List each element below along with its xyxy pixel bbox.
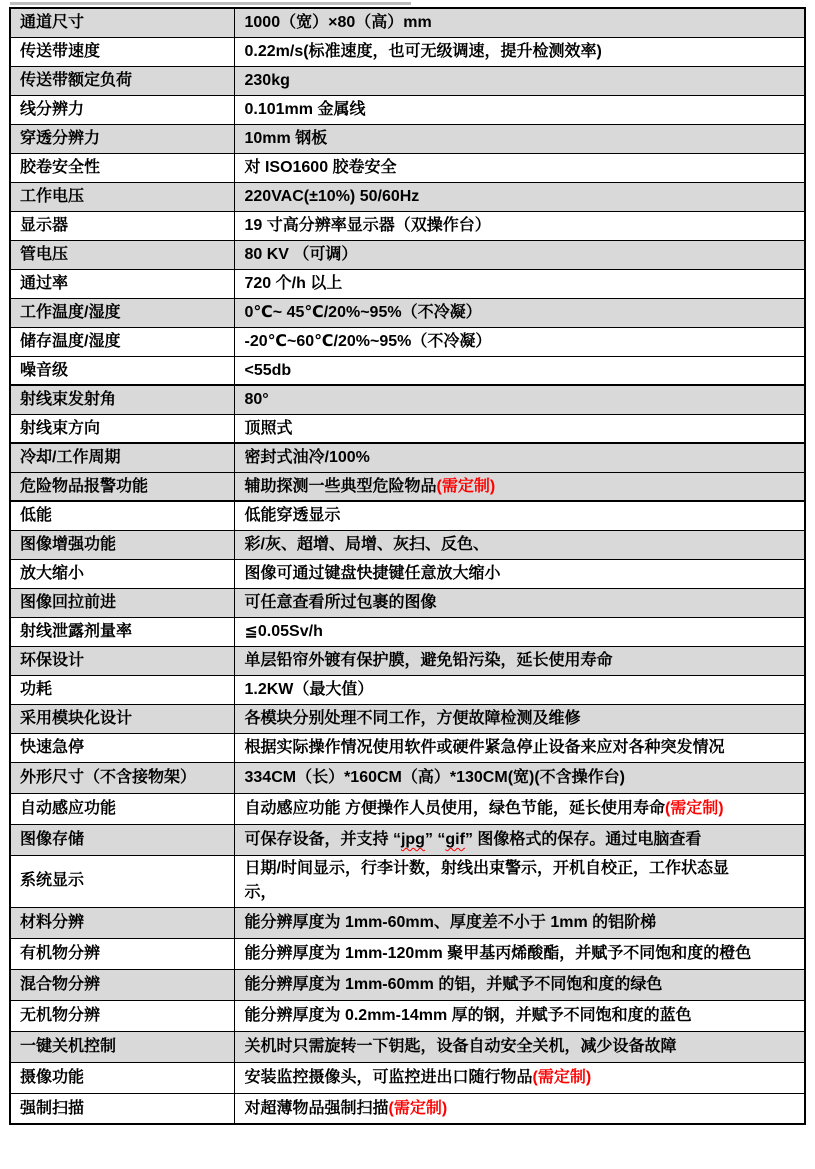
table-row <box>10 559 805 588</box>
spec-value-cell <box>234 855 805 907</box>
spec-value-cell <box>234 793 805 824</box>
table-row <box>10 472 805 501</box>
spec-label-cell: 快速急停 <box>10 733 234 762</box>
spec-value-text: 辅助探测一些典型危险物品 <box>244 477 437 495</box>
spec-label-cell: 传送带速度 <box>10 37 234 66</box>
spec-value-cell <box>234 938 805 969</box>
spec-label-cell: 储存温度/湿度 <box>10 327 234 356</box>
table-row <box>10 182 805 211</box>
spec-value-text: 图像可通过键盘快捷键任意放大缩小 <box>244 565 501 582</box>
spec-value-cell <box>234 1093 805 1124</box>
top-edge-artifact-line <box>10 2 411 5</box>
spec-value-cell <box>234 298 805 327</box>
spec-label-cell: 放大缩小 <box>10 559 234 588</box>
spec-value-text: 自动感应功能 方便操作人员使用，绿色节能，延长使用寿命 <box>244 800 665 817</box>
spellcheck-flagged-text: jpg <box>400 831 425 848</box>
spec-value-text: 0℃~ 45℃/20%~95%（不冷凝） <box>244 304 482 321</box>
spec-value-cell <box>234 95 805 124</box>
spec-label-cell: 射线泄露剂量率 <box>10 617 234 646</box>
table-row <box>10 1000 805 1031</box>
spec-value-cell <box>234 1000 805 1031</box>
spec-label-cell: 环保设计 <box>10 646 234 675</box>
specification-table-body <box>10 8 805 1124</box>
spec-value-cell <box>234 969 805 1000</box>
spec-value-cell <box>234 37 805 66</box>
spec-value-cell <box>234 327 805 356</box>
spec-value-cell <box>234 153 805 182</box>
table-row <box>10 855 805 907</box>
table-row <box>10 240 805 269</box>
spec-label-cell: 低能 <box>10 501 234 530</box>
custom-required-note: (需定制) <box>436 477 496 495</box>
spec-value-cell <box>234 824 805 855</box>
spec-label-cell: 胶卷安全性 <box>10 153 234 182</box>
spec-value-text: 230kg <box>244 72 290 89</box>
spec-value-cell <box>234 588 805 617</box>
table-row <box>10 269 805 298</box>
spec-label-cell: 自动感应功能 <box>10 793 234 824</box>
spec-value-text: ≦0.05Sv/h <box>244 623 323 640</box>
spec-value-text: 各模块分别处理不同工作，方便故障检测及维修 <box>244 710 581 727</box>
spec-value-text: 顶照式 <box>244 419 293 437</box>
spec-label-cell: 噪音级 <box>10 356 234 385</box>
spec-value-cell <box>234 211 805 240</box>
spec-label-cell: 冷却/工作周期 <box>10 443 234 472</box>
table-row <box>10 646 805 675</box>
spec-value-text: 10mm 钢板 <box>244 130 328 147</box>
spec-value-text: 安装监控摄像头，可监控进出口随行物品 <box>244 1069 533 1086</box>
spec-value-cell <box>234 1031 805 1062</box>
spec-value-cell <box>234 414 805 443</box>
spec-value-text: 对超薄物品强制扫描 <box>244 1099 389 1117</box>
spec-label-cell: 线分辨力 <box>10 95 234 124</box>
spec-label-cell: 图像回拉前进 <box>10 588 234 617</box>
spec-value-cell <box>234 704 805 733</box>
table-row <box>10 153 805 182</box>
spec-value-text: 80° <box>244 391 269 409</box>
spec-label-cell: 图像增强功能 <box>10 530 234 559</box>
spec-label-cell: 射线束方向 <box>10 414 234 443</box>
spec-value-cell <box>234 356 805 385</box>
table-row <box>10 327 805 356</box>
spec-value-text: 彩/灰、超增、局增、灰扫、反色、 <box>244 536 489 553</box>
spec-value-text: 能分辨厚度为 0.2mm-14mm 厚的钢，并赋予不同饱和度的蓝色 <box>244 1007 692 1024</box>
table-row <box>10 37 805 66</box>
spec-value-cell <box>234 1062 805 1093</box>
spec-label-cell: 一键关机控制 <box>10 1031 234 1062</box>
spec-value-cell <box>234 472 805 501</box>
spec-label-cell: 危险物品报警功能 <box>10 472 234 501</box>
spec-value-cell <box>234 182 805 211</box>
spec-value-text: <55db <box>244 361 292 379</box>
spec-label-cell: 系统显示 <box>10 855 234 907</box>
spec-value-cell <box>234 530 805 559</box>
spec-value-text: -20℃~60℃/20%~95%（不冷凝） <box>244 333 492 350</box>
spec-value-cell <box>234 646 805 675</box>
custom-required-note: (需定制) <box>664 800 724 817</box>
table-row <box>10 588 805 617</box>
spec-label-cell: 管电压 <box>10 240 234 269</box>
custom-required-note: (需定制) <box>388 1099 448 1117</box>
spec-value-cell <box>234 733 805 762</box>
spec-value-cell <box>234 559 805 588</box>
spec-value-text: 1000（宽）×80（高）mm <box>244 14 432 32</box>
table-row <box>10 907 805 938</box>
spec-value-text: 720 个/h 以上 <box>244 275 343 292</box>
table-row <box>10 414 805 443</box>
spec-value-text: 低能穿透显示 <box>244 507 341 525</box>
spec-value-cell <box>234 443 805 472</box>
table-row <box>10 8 805 37</box>
table-row <box>10 385 805 414</box>
spec-value-text: 单层铅帘外镀有保护膜，避免铅污染，延长使用寿命 <box>244 652 613 669</box>
spec-label-cell: 混合物分辨 <box>10 969 234 1000</box>
spec-value-text: 1.2KW（最大值） <box>244 681 374 698</box>
spec-label-cell: 图像存储 <box>10 824 234 855</box>
table-row <box>10 617 805 646</box>
table-row <box>10 675 805 704</box>
table-row <box>10 1031 805 1062</box>
spec-value-cell <box>234 385 805 414</box>
table-row <box>10 824 805 855</box>
spec-value-cell <box>234 617 805 646</box>
spec-value-text: 334CM（长）*160CM（高）*130CM(宽)(不含操作台) <box>244 769 626 786</box>
table-row <box>10 95 805 124</box>
table-row <box>10 704 805 733</box>
spec-value-cell <box>234 907 805 938</box>
spec-label-cell: 穿透分辨力 <box>10 124 234 153</box>
table-row <box>10 443 805 472</box>
spec-value-cell <box>234 240 805 269</box>
spec-value-text: 能分辨厚度为 1mm-60mm 的铝，并赋予不同饱和度的绿色 <box>244 976 663 993</box>
spec-value-text: 220VAC(±10%) 50/60Hz <box>244 188 420 205</box>
spec-value-text: 能分辨厚度为 1mm-60mm、厚度差不小于 1mm 的铝阶梯 <box>244 914 657 931</box>
spec-value-text: 对 ISO1600 胶卷安全 <box>244 159 397 176</box>
table-row <box>10 211 805 240</box>
spec-value-text: 示， <box>244 884 277 901</box>
spec-label-cell: 工作温度/湿度 <box>10 298 234 327</box>
spec-label-cell: 有机物分辨 <box>10 938 234 969</box>
spec-value-text: 能分辨厚度为 1mm-120mm 聚甲基丙烯酸酯，并赋予不同饱和度的橙色 <box>244 945 752 962</box>
table-row <box>10 969 805 1000</box>
table-row <box>10 1062 805 1093</box>
spec-label-cell: 材料分辨 <box>10 907 234 938</box>
spec-value-text: 密封式油冷/100% <box>244 449 370 467</box>
spec-value-cell <box>234 501 805 530</box>
spec-value-text: 可任意查看所过包裹的图像 <box>244 594 437 611</box>
spec-label-cell: 采用模块化设计 <box>10 704 234 733</box>
spec-value-text: 可保存设备，并支持 “ <box>244 831 401 848</box>
spec-value-text: 19 寸高分辨率显示器（双操作台） <box>244 217 491 234</box>
spec-label-cell: 外形尺寸（不含接物架） <box>10 762 234 793</box>
spec-value-cell <box>234 269 805 298</box>
spec-label-cell: 显示器 <box>10 211 234 240</box>
spec-label-cell: 传送带额定负荷 <box>10 66 234 95</box>
spec-value-text: ” 图像格式的保存。通过电脑查看 <box>464 831 702 848</box>
spec-value-text: 关机时只需旋转一下钥匙，设备自动安全关机，减少设备故障 <box>244 1038 677 1055</box>
table-row <box>10 124 805 153</box>
spec-value-text: 根据实际操作情况使用软件或硬件紧急停止设备来应对各种突发情况 <box>244 739 725 756</box>
spec-value-cell <box>234 8 805 37</box>
spec-label-cell: 无机物分辨 <box>10 1000 234 1031</box>
table-row <box>10 298 805 327</box>
spec-value-text: 0.22m/s(标准速度，也可无级调速，提升检测效率) <box>244 43 602 60</box>
spec-label-cell: 射线束发射角 <box>10 385 234 414</box>
spellcheck-flagged-text: gif <box>445 831 465 848</box>
spec-label-cell: 功耗 <box>10 675 234 704</box>
table-row <box>10 793 805 824</box>
spec-value-cell <box>234 124 805 153</box>
spec-value-text: ” “ <box>424 831 446 848</box>
table-row <box>10 501 805 530</box>
spec-value-cell <box>234 66 805 95</box>
spec-value-cell <box>234 675 805 704</box>
table-row <box>10 938 805 969</box>
table-row <box>10 733 805 762</box>
spec-label-cell: 工作电压 <box>10 182 234 211</box>
table-row <box>10 356 805 385</box>
table-row <box>10 762 805 793</box>
custom-required-note: (需定制) <box>532 1069 592 1086</box>
spec-value-text: 0.101mm 金属线 <box>244 101 366 118</box>
spec-label-cell: 通道尺寸 <box>10 8 234 37</box>
table-row <box>10 1093 805 1124</box>
specification-table <box>9 7 806 1125</box>
table-row <box>10 66 805 95</box>
spec-value-text: 日期/时间显示，行李计数，射线出束警示，开机自校正，工作状态显 <box>244 860 729 877</box>
spec-label-cell: 强制扫描 <box>10 1093 234 1124</box>
table-row <box>10 530 805 559</box>
spec-label-cell: 通过率 <box>10 269 234 298</box>
spec-value-text: 80 KV （可调） <box>244 246 358 263</box>
spec-label-cell: 摄像功能 <box>10 1062 234 1093</box>
spec-value-cell <box>234 762 805 793</box>
